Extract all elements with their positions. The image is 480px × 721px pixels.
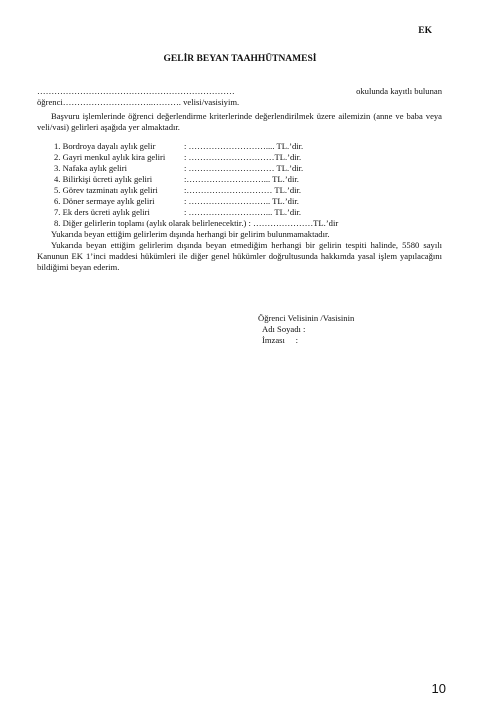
- intro-paragraph: Başvuru işlemlerinde öğrenci değerlendirme kriterlerinde değerlendirilmek üzere ailemizin (anne ve baba veya veli/vasi) gelirleri aşağıda yer almaktadır.: [37, 111, 442, 132]
- income-item-6: [54, 196, 299, 207]
- income-item-5: [54, 185, 302, 196]
- income-item-1: [54, 141, 304, 152]
- income-item-value: :………………………... TL.’dir.: [184, 174, 299, 184]
- signature-sign-label: İmzası :: [262, 335, 299, 345]
- income-item-label: 7. Ek ders ücreti aylık geliri: [54, 207, 150, 217]
- income-item-value: : ……………………….. TL.’dir.: [184, 196, 299, 206]
- signature-name-label: Adı Soyadı :: [262, 324, 306, 334]
- income-item-value: : ………………………... TL.’dir.: [184, 207, 302, 217]
- intro-line-2: öğrenci…………………………..………. velisi/vasisiyim.: [37, 97, 240, 107]
- school-name-blank: ……………………………………………………………: [37, 86, 235, 96]
- signature-role: Öğrenci Velisinin /Vasisinin: [258, 313, 355, 323]
- income-item-label: 3. Nafaka aylık geliri: [54, 163, 128, 173]
- income-item-value: : …………………………TL.’dir.: [184, 152, 302, 162]
- statement-legal-declaration: Yukarıda beyan ettiğim gelirlerim dışında beyan etmediğim herhangi bir gelirin tespiti halinde, 5580 sayılı Kanunun EK 1’inci maddesi hükümleri ile diğer genel hükümler doğrultusunda hakkımda yasal işlem yapılacağını bildiğimi beyan ederim.: [37, 240, 442, 272]
- annex-label: EK: [418, 26, 432, 36]
- income-item-value: :………………………… TL.’dir.: [184, 185, 302, 195]
- income-item-label: 4. Bilirkişi ücreti aylık geliri: [54, 174, 153, 184]
- intro-line-1: [37, 86, 442, 97]
- income-item-7: [54, 207, 302, 218]
- income-item-label: 6. Döner sermaye aylık geliri: [54, 196, 155, 206]
- income-item-4: [54, 174, 299, 185]
- income-item-value: : ………………………… TL.’dir.: [184, 163, 304, 173]
- income-item-label: 1. Bordroya dayalı aylık gelir: [54, 141, 156, 151]
- income-item-label: 5. Görev tazminatı aylık geliri: [54, 185, 158, 195]
- statement-no-other-income: Yukarıda beyan ettiğim gelirlerim dışında herhangi bir gelirim bulunmamaktadır.: [51, 229, 330, 239]
- income-item-2: [54, 152, 302, 163]
- income-item-value: : ……………………….... TL.’dir.: [184, 141, 304, 151]
- document-title: GELİR BEYAN TAAHHÜTNAMESİ: [163, 54, 317, 64]
- income-item-label: 2. Gayri menkul aylık kira geliri: [54, 152, 166, 162]
- page-number: 10: [431, 681, 446, 696]
- enrolled-text: okulunda kayıtlı bulunan: [356, 86, 442, 96]
- income-item-3: [54, 163, 304, 174]
- income-item-8: 8. Diğer gelirlerin toplamı (aylık olarak belirlenecektir.) : …………………TL.’dir: [54, 218, 339, 228]
